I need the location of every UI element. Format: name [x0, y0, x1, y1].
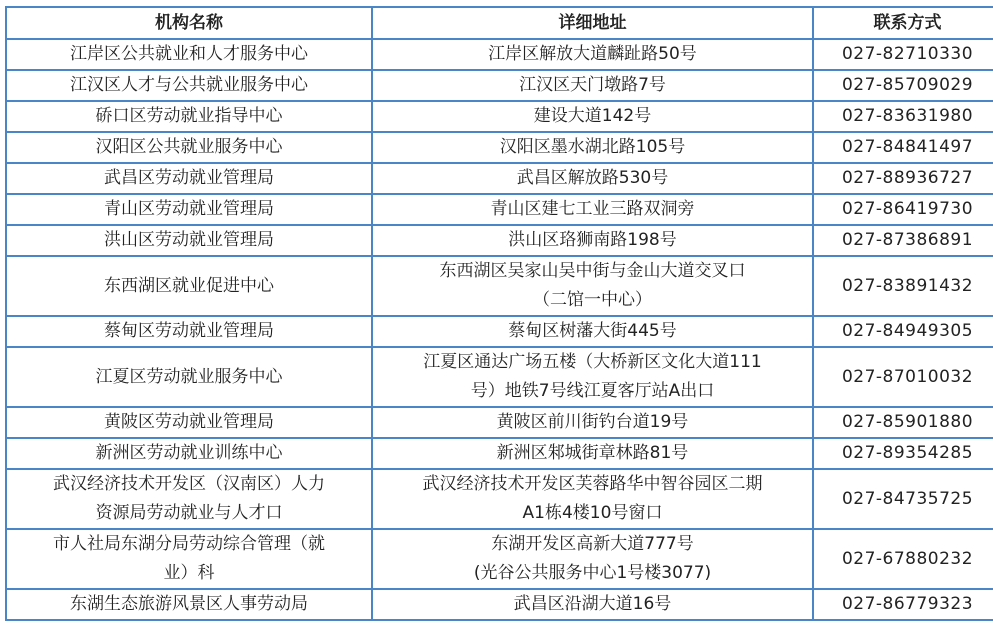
agency-name-cell: 新洲区劳动就业训练中心 — [6, 438, 372, 469]
table-row — [6, 70, 993, 101]
address-cell: 洪山区珞狮南路198号 — [372, 225, 813, 256]
phone-cell: 027-89354285 — [813, 438, 993, 469]
agency-name-cell: 硚口区劳动就业指导中心 — [6, 101, 372, 132]
agency-name-cell: 市人社局东湖分局劳动综合管理（就 业）科 — [6, 529, 372, 589]
agency-name-cell: 汉阳区公共就业服务中心 — [6, 132, 372, 163]
table-row — [6, 132, 993, 163]
agency-name-cell: 江夏区劳动就业服务中心 — [6, 347, 372, 407]
phone-cell: 027-67880232 — [813, 529, 993, 589]
agency-name-cell: 青山区劳动就业管理局 — [6, 194, 372, 225]
table-header-row — [6, 7, 993, 39]
address-cell: 武昌区解放路530号 — [372, 163, 813, 194]
header-agency-name: 机构名称 — [6, 7, 372, 39]
address-cell: 汉阳区墨水湖北路105号 — [372, 132, 813, 163]
agency-name-cell: 武汉经济技术开发区（汉南区）人力 资源局劳动就业与人才口 — [6, 469, 372, 529]
address-cell: 江汉区天门墩路7号 — [372, 70, 813, 101]
table-row — [6, 316, 993, 347]
phone-cell: 027-86419730 — [813, 194, 993, 225]
table-row — [6, 256, 993, 316]
agency-name-cell: 蔡甸区劳动就业管理局 — [6, 316, 372, 347]
header-address: 详细地址 — [372, 7, 813, 39]
phone-cell: 027-87386891 — [813, 225, 993, 256]
agency-contact-table — [5, 6, 993, 621]
phone-cell: 027-85901880 — [813, 407, 993, 438]
address-cell: 武昌区沿湖大道16号 — [372, 589, 813, 620]
phone-cell: 027-85709029 — [813, 70, 993, 101]
address-cell: 江夏区通达广场五楼（大桥新区文化大道111 号）地铁7号线江夏客厅站A出口 — [372, 347, 813, 407]
address-cell: 青山区建七工业三路双洞旁 — [372, 194, 813, 225]
agency-name-cell: 江岸区公共就业和人才服务中心 — [6, 39, 372, 70]
phone-cell: 027-88936727 — [813, 163, 993, 194]
agency-name-cell: 武昌区劳动就业管理局 — [6, 163, 372, 194]
address-cell: 建设大道142号 — [372, 101, 813, 132]
table-row — [6, 589, 993, 620]
phone-cell: 027-83631980 — [813, 101, 993, 132]
table-row — [6, 438, 993, 469]
address-cell: 东湖开发区高新大道777号 (光谷公共服务中心1号楼3077) — [372, 529, 813, 589]
table-row — [6, 163, 993, 194]
agency-name-cell: 洪山区劳动就业管理局 — [6, 225, 372, 256]
address-cell: 蔡甸区树藩大街445号 — [372, 316, 813, 347]
agency-name-cell: 黄陂区劳动就业管理局 — [6, 407, 372, 438]
table-row — [6, 39, 993, 70]
phone-cell: 027-86779323 — [813, 589, 993, 620]
table-row — [6, 407, 993, 438]
table-row — [6, 469, 993, 529]
table-row — [6, 194, 993, 225]
phone-cell: 027-83891432 — [813, 256, 993, 316]
address-cell: 黄陂区前川街钓台道19号 — [372, 407, 813, 438]
agency-name-cell: 东西湖区就业促进中心 — [6, 256, 372, 316]
address-cell: 东西湖区吴家山吴中街与金山大道交叉口 （二馆一中心） — [372, 256, 813, 316]
address-cell: 武汉经济技术开发区芙蓉路华中智谷园区二期 A1栋4楼10号窗口 — [372, 469, 813, 529]
address-cell: 新洲区邾城街章林路81号 — [372, 438, 813, 469]
header-phone: 联系方式 — [813, 7, 993, 39]
phone-cell: 027-84949305 — [813, 316, 993, 347]
phone-cell: 027-84841497 — [813, 132, 993, 163]
phone-cell: 027-82710330 — [813, 39, 993, 70]
table-row — [6, 529, 993, 589]
table-row — [6, 101, 993, 132]
phone-cell: 027-84735725 — [813, 469, 993, 529]
agency-name-cell: 东湖生态旅游风景区人事劳动局 — [6, 589, 372, 620]
agency-name-cell: 江汉区人才与公共就业服务中心 — [6, 70, 372, 101]
phone-cell: 027-87010032 — [813, 347, 993, 407]
address-cell: 江岸区解放大道麟趾路50号 — [372, 39, 813, 70]
table-row — [6, 225, 993, 256]
table-row — [6, 347, 993, 407]
